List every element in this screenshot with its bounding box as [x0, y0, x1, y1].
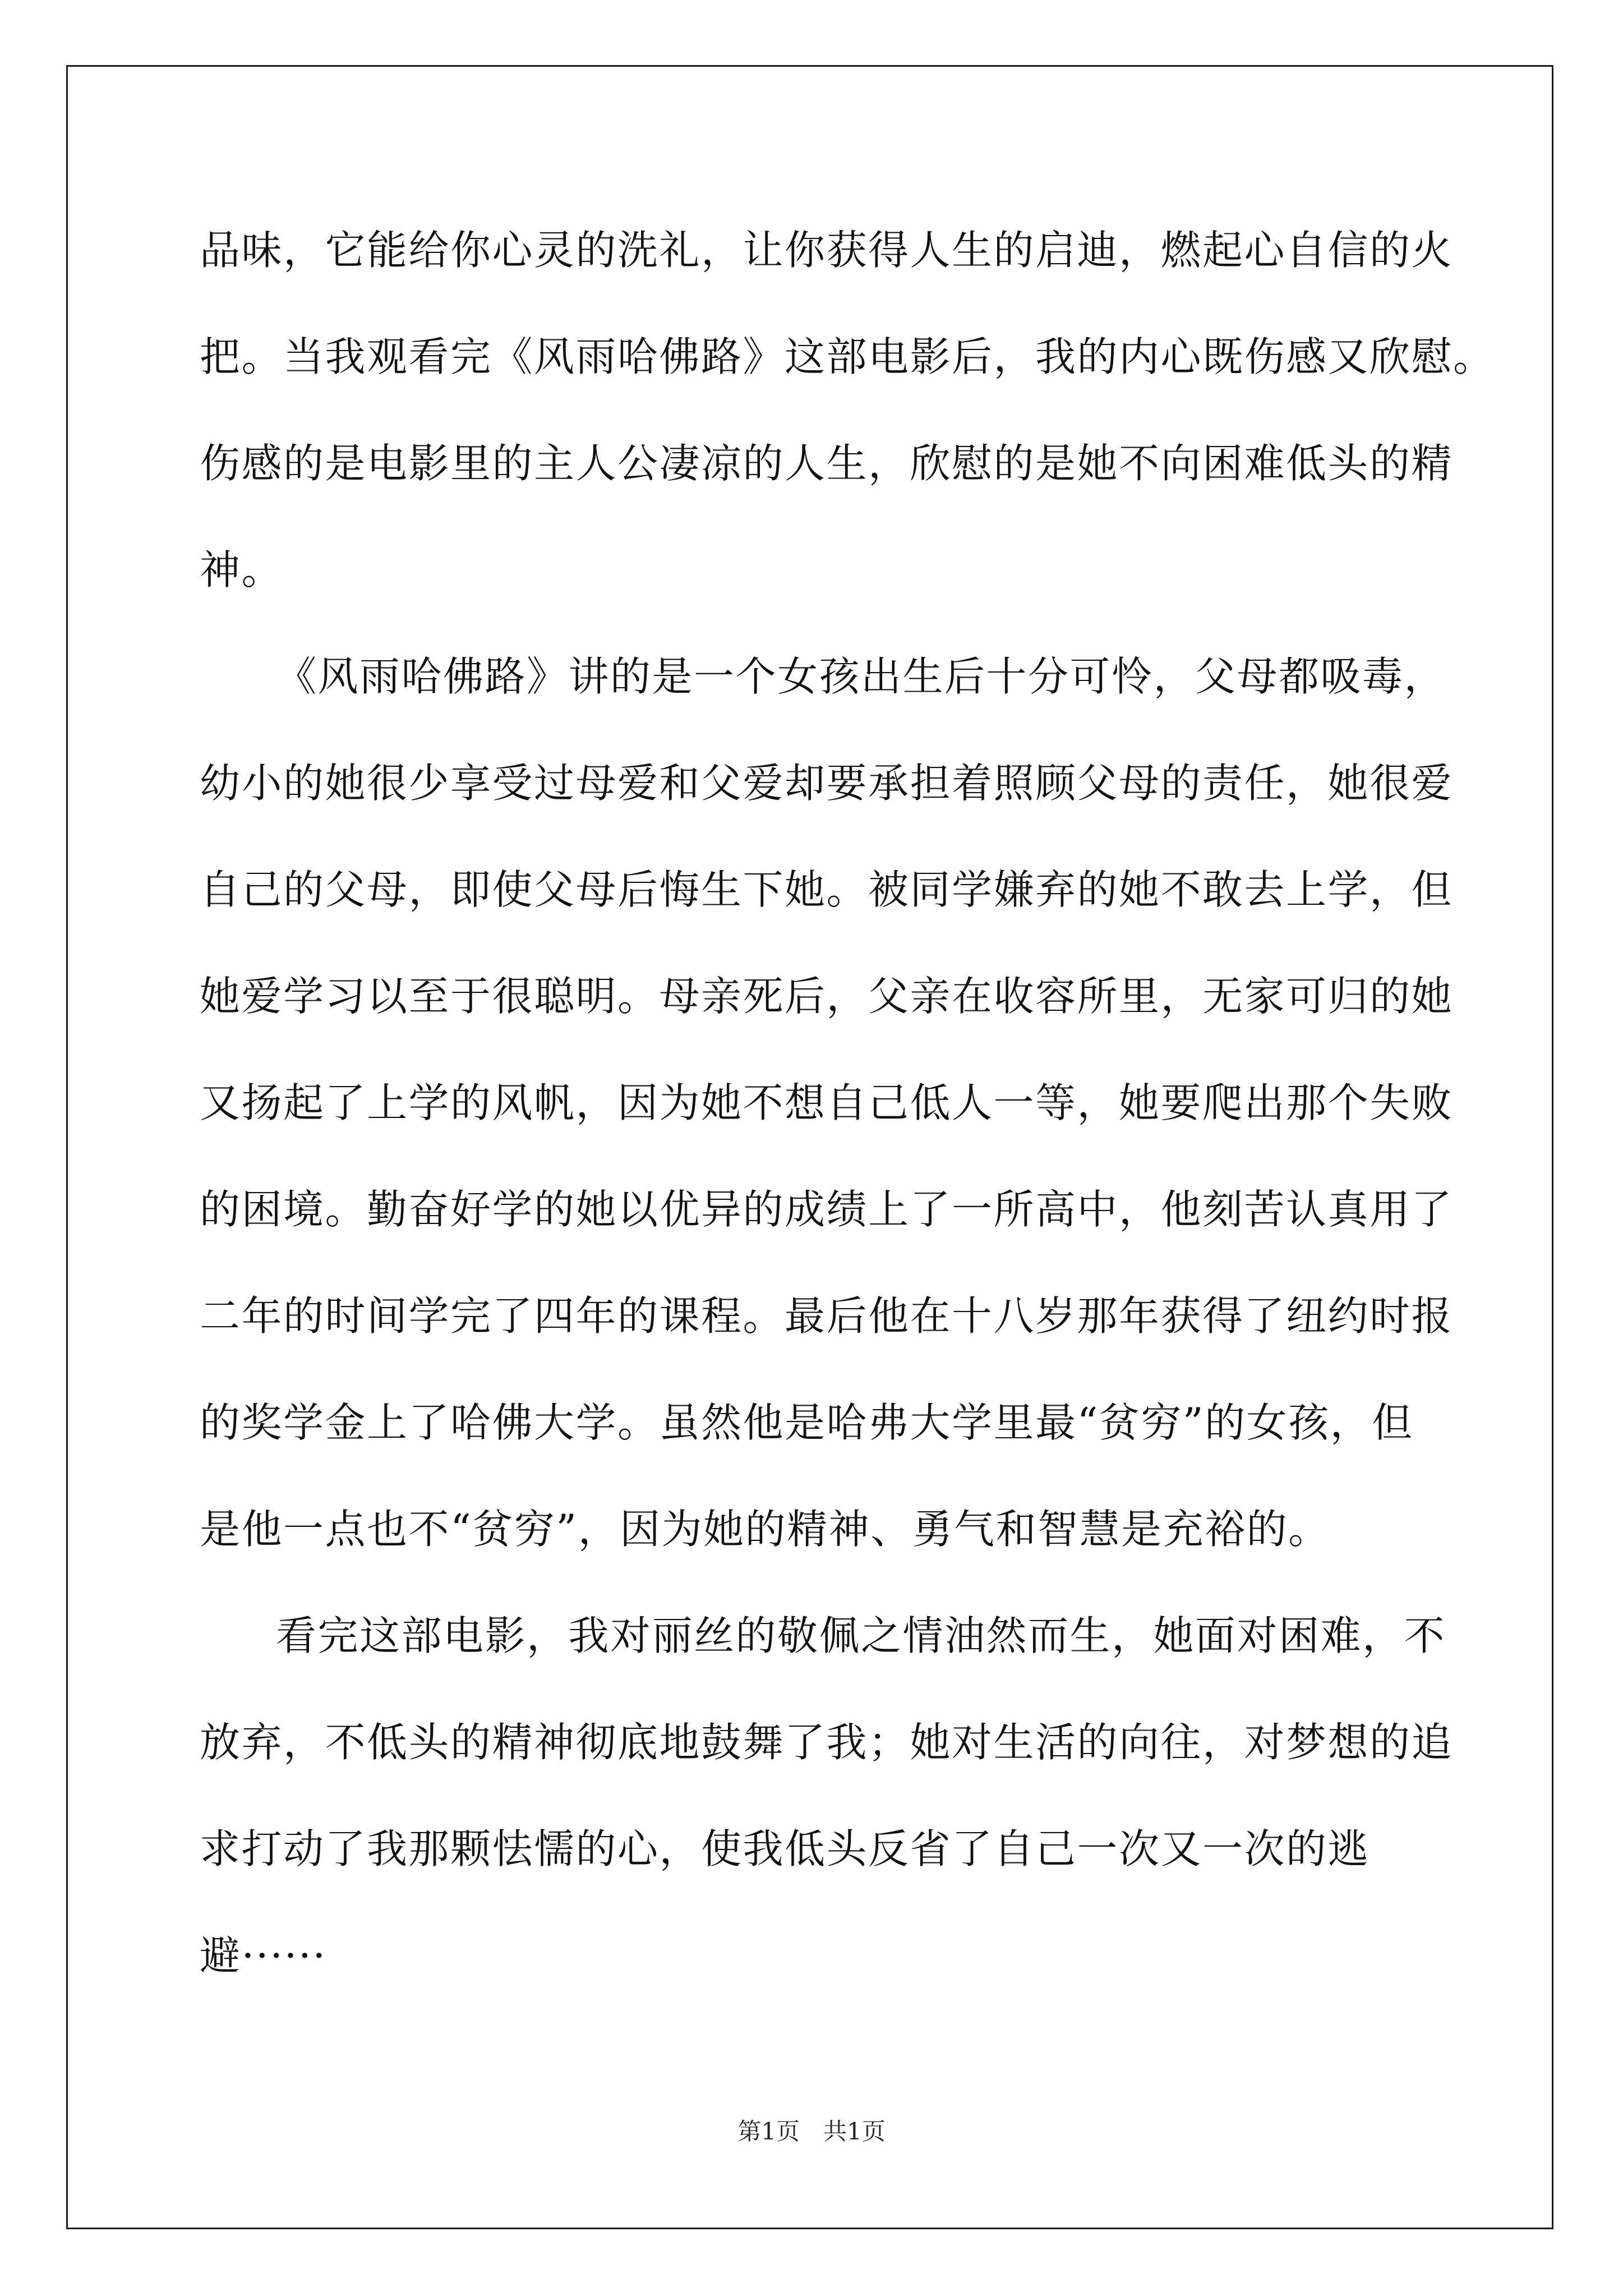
- text-line-6: 幼小的她很少享受过母爱和父爱却要承担着照顾父母的责任，她很爱: [200, 760, 1454, 807]
- text-line-10: 的困境。勤奋好学的她以优异的成绩上了一所高中，他刻苦认真用了: [200, 1186, 1454, 1233]
- text-line-11: 二年的时间学完了四年的课程。最后他在十八岁那年获得了纽约时报: [200, 1292, 1454, 1340]
- text-line-16: 求打动了我那颗怯懦的心，使我低头反省了自己一次又一次的逃: [200, 1825, 1370, 1872]
- text-line-3: 伤感的是电影里的主人公凄凉的人生，欣慰的是她不向困难低头的精: [200, 440, 1454, 487]
- text-line-7: 自己的父母，即使父母后悔生下她。被同学嫌弃的她不敢去上学，但: [200, 866, 1454, 913]
- text-line-14: 看完这部电影，我对丽丝的敬佩之情油然而生，她面对困难，不: [276, 1612, 1446, 1659]
- page-border: [66, 65, 1553, 2229]
- text-line-2: 把。当我观看完《风雨哈佛路》这部电影后，我的内心既伤感又欣慰。: [200, 333, 1495, 380]
- page-footer: 第1页 共1页: [737, 2118, 886, 2145]
- text-line-8: 她爱学习以至于很聪明。母亲死后，父亲在收容所里，无家可归的她: [200, 973, 1454, 1020]
- text-line-17: 避······: [200, 1932, 327, 1979]
- text-line-1: 品味，它能给你心灵的洗礼，让你获得人生的启迪，燃起心自信的火: [200, 227, 1454, 274]
- text-line-13: 是他一点也不“贫穷”，因为她的精神、勇气和智慧是充裕的。: [200, 1506, 1330, 1553]
- text-line-12: 的奖学金上了哈佛大学。虽然他是哈弗大学里最“贫穷”的女孩，但: [200, 1399, 1414, 1446]
- text-line-15: 放弃，不低头的精神彻底地鼓舞了我；她对生活的向往，对梦想的追: [200, 1719, 1454, 1766]
- text-line-9: 又扬起了上学的风帆，因为她不想自己低人一等，她要爬出那个失败: [200, 1079, 1454, 1126]
- text-line-4: 神。: [200, 546, 284, 593]
- text-line-5: 《风雨哈佛路》讲的是一个女孩出生后十分可怜，父母都吸毒，: [276, 653, 1446, 700]
